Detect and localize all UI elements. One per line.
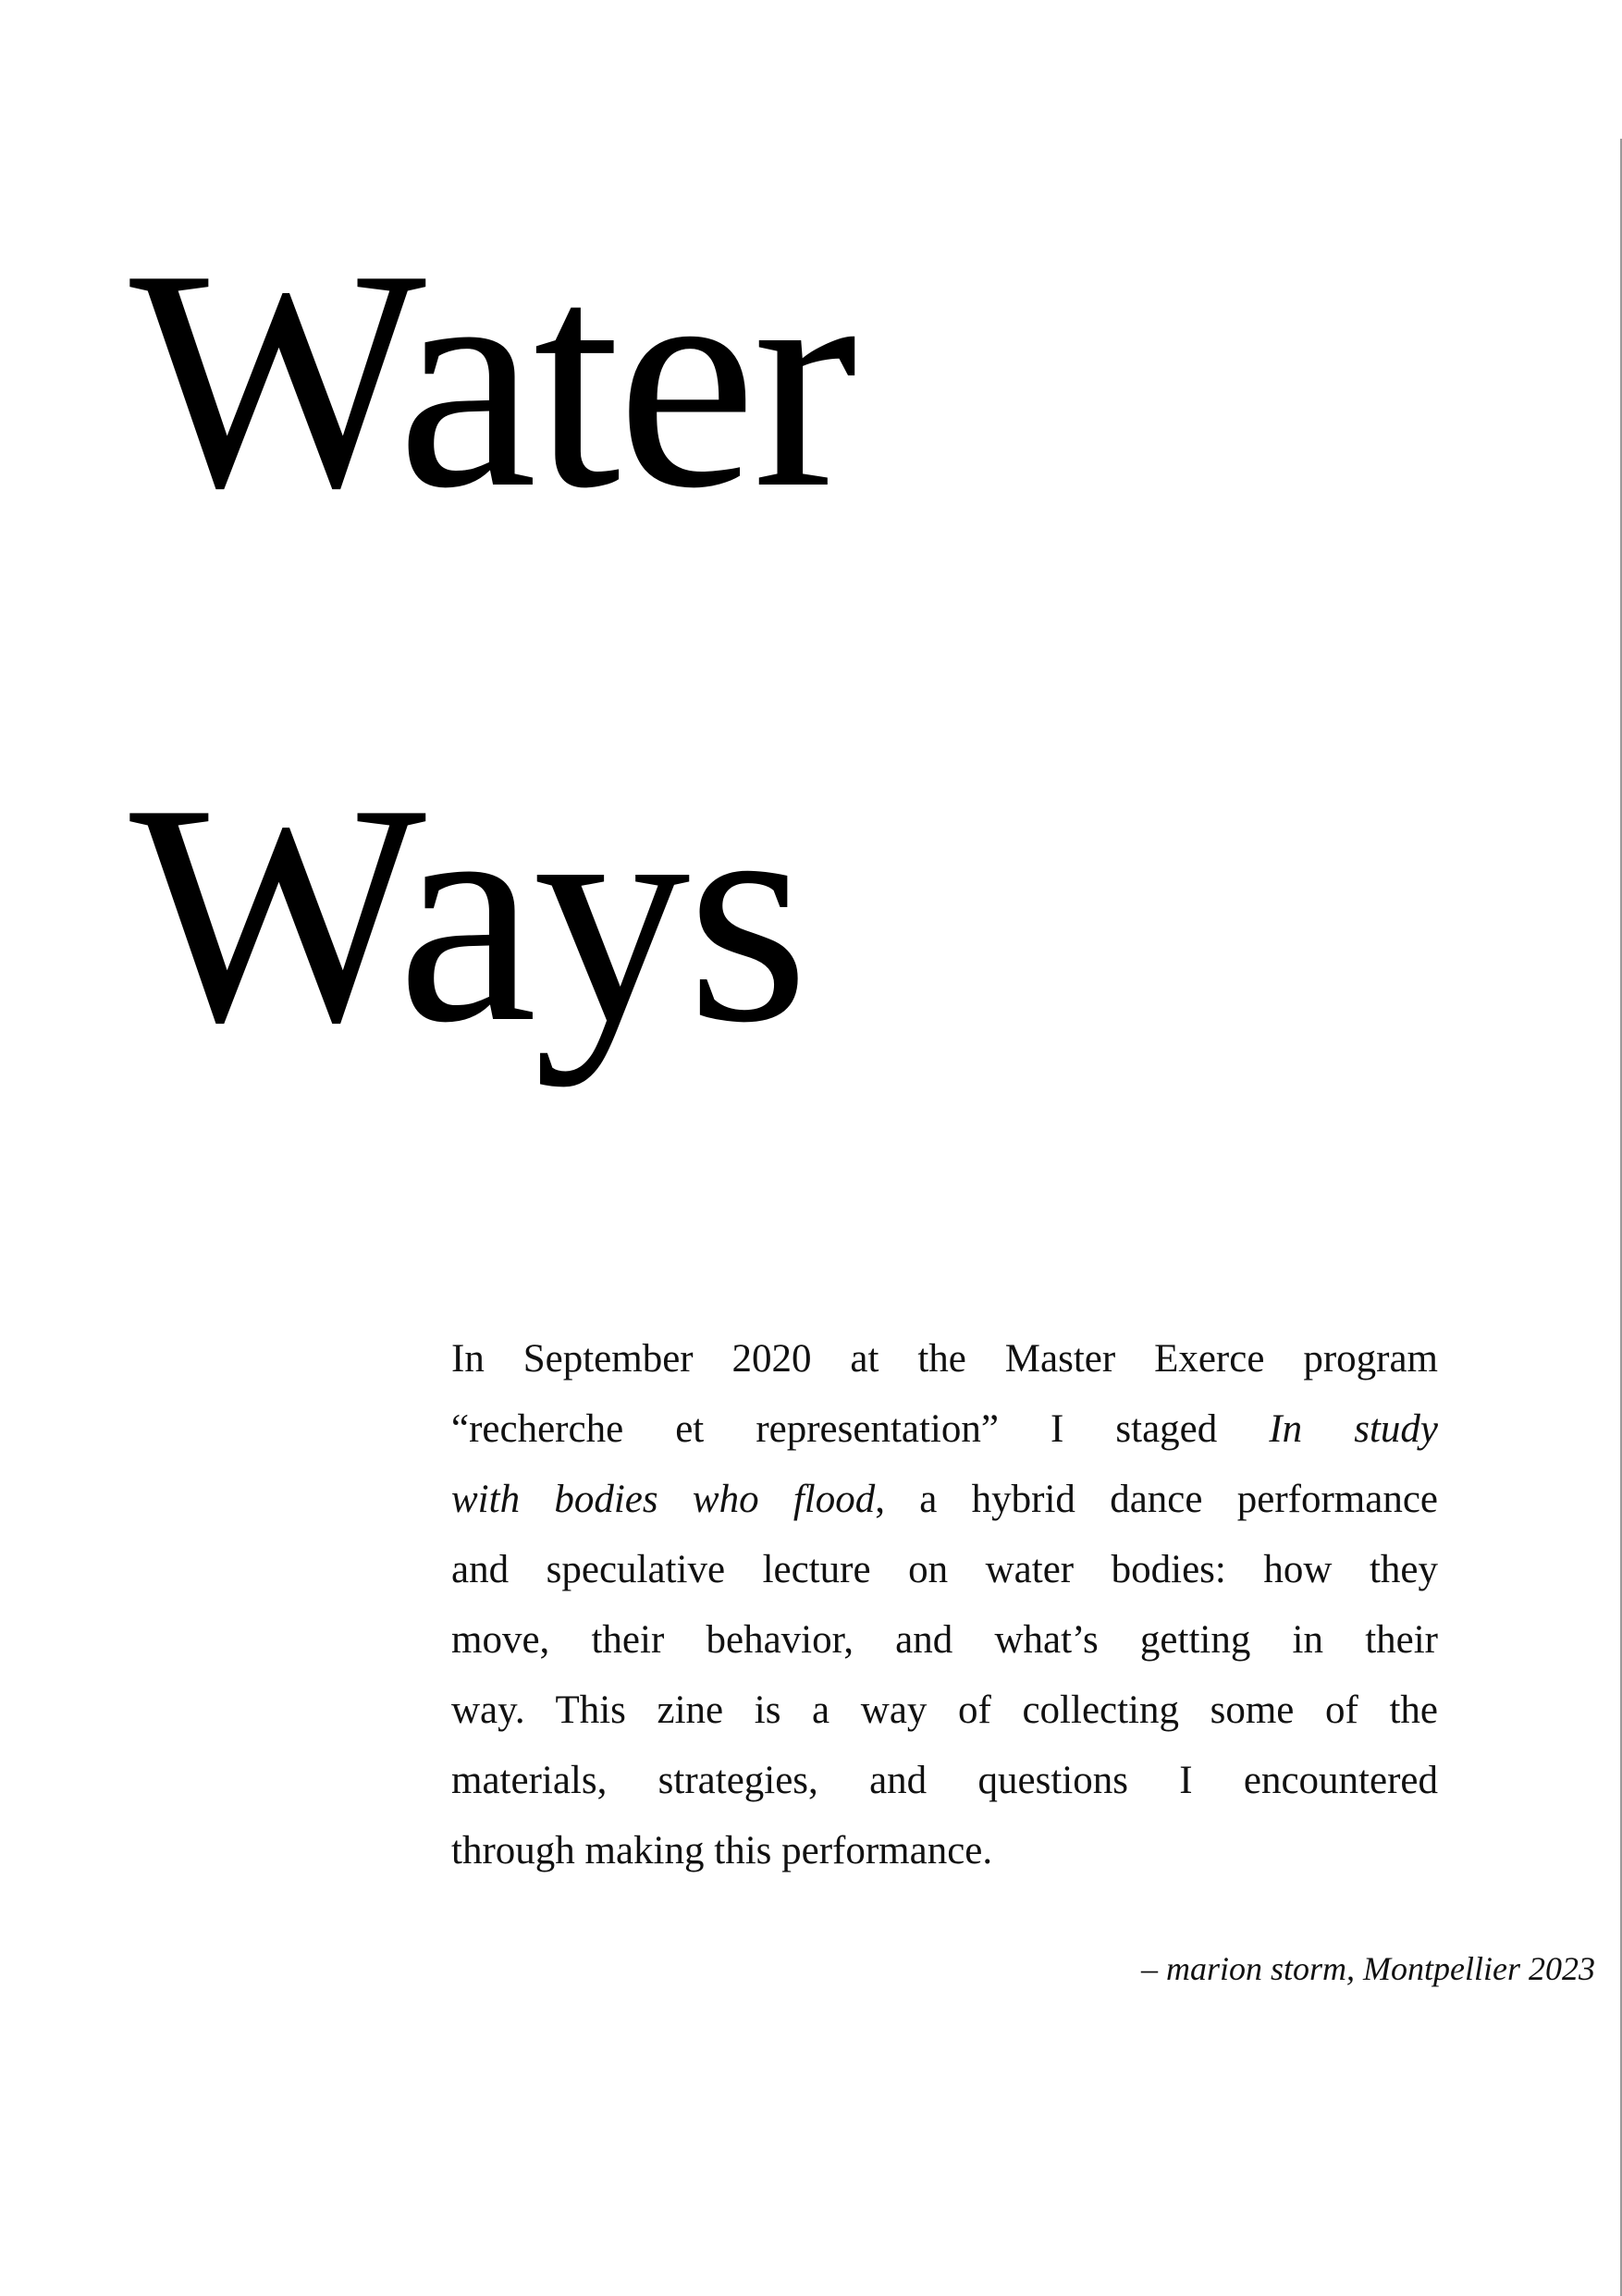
paragraph-text: move, their behavior, and what’s getting in their: [451, 1618, 1438, 1662]
paragraph-line: [451, 1746, 1438, 1816]
paragraph-text: materials, strategies, and questions I encountered: [451, 1759, 1438, 1802]
paragraph-text: In September 2020 at the Master Exerce program: [451, 1337, 1438, 1381]
title-line-ways: Ways: [129, 739, 805, 1087]
italic-title-text: In study: [1269, 1407, 1438, 1451]
paragraph-line: [451, 1535, 1438, 1605]
signature: – marion storm, Montpellier 2023: [1141, 1950, 1595, 1987]
paragraph-line: [451, 1816, 1438, 1886]
paragraph-line: [451, 1605, 1438, 1676]
paragraph-line: [451, 1465, 1438, 1535]
paragraph-line: [451, 1394, 1438, 1465]
paragraph-text: , a hybrid dance performance: [875, 1478, 1438, 1521]
italic-title-text: with bodies who flood: [451, 1478, 876, 1521]
paragraph-text: way. This zine is a way of collecting some of the: [451, 1688, 1438, 1732]
paragraph-text: through making this performance.: [451, 1829, 993, 1872]
paragraph-line: [451, 1676, 1438, 1746]
paragraph-text: and speculative lecture on water bodies: how they: [451, 1548, 1438, 1591]
intro-paragraph: [451, 1324, 1438, 1886]
paragraph-text: “recherche et representation” I staged: [451, 1407, 1270, 1451]
paragraph-line: [451, 1324, 1438, 1394]
title-line-water: Water: [129, 204, 854, 553]
